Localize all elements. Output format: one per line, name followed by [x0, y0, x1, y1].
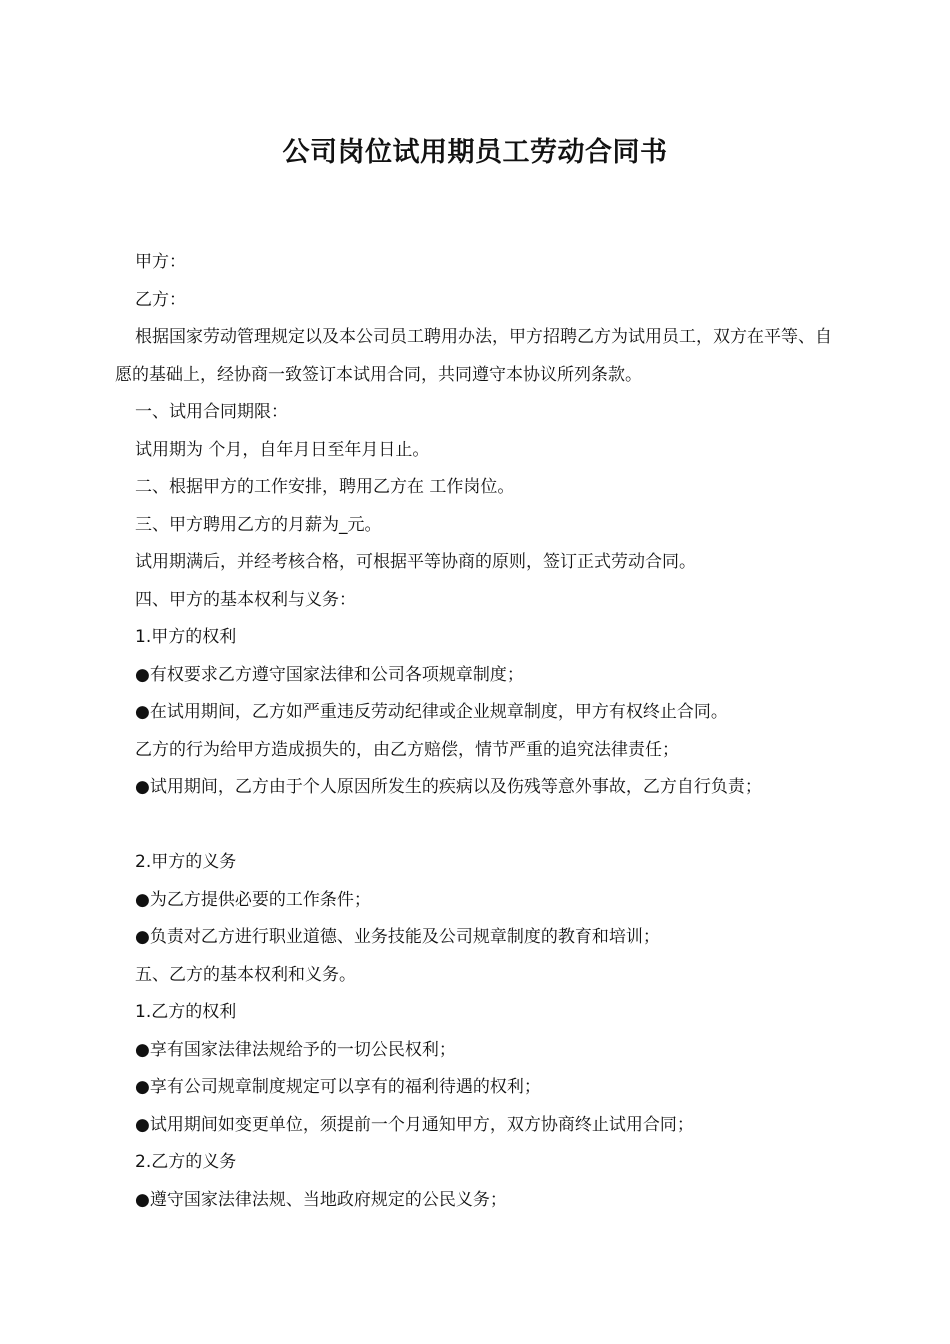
party-b-line: 乙方： [135, 289, 186, 310]
party-a-right-1: ●有权要求乙方遵守国家法律和公司各项规章制度； [135, 664, 524, 685]
section-1-text: 试用期为 个月，自年月日至年月日止。 [135, 439, 430, 460]
document-body [115, 244, 840, 1219]
party-a-right-2: ●在试用期间，乙方如严重违反劳动纪律或企业规章制度，甲方有权终止合同。 [135, 702, 728, 722]
section-3-note: 试用期满后，并经考核合格，可根据平等协商的原则，签订正式劳动合同。 [135, 552, 696, 572]
section-1-heading: 一、试用合同期限： [135, 402, 288, 422]
section-4-heading: 四、甲方的基本权利与义务： [135, 589, 356, 610]
party-b-right-1: ●享有国家法律法规给予的一切公民权利； [135, 1039, 456, 1060]
section-5-heading: 五、乙方的基本权利和义务。 [135, 964, 356, 985]
intro-paragraph: 根据国家劳动管理规定以及本公司员工聘用办法，甲方招聘乙方为试用员工，双方在平等、自愿的基础上，经协商一致签订本试用合同，共同遵守本协议所列条款。 [115, 327, 832, 385]
party-b-duty-1: ●遵守国家法律法规、当地政府规定的公民义务； [135, 1189, 507, 1210]
section-3-text: 三、甲方聘用乙方的月薪为_元。 [135, 514, 382, 535]
party-a-duty-1: ●为乙方提供必要的工作条件； [135, 889, 371, 910]
party-b-right-2: ●享有公司规章制度规定可以享有的福利待遇的权利； [135, 1077, 541, 1097]
party-a-rights-heading: 1.甲方的权利 [135, 627, 237, 647]
section-2-text: 二、根据甲方的工作安排，聘用乙方在 工作岗位。 [135, 477, 515, 497]
party-b-rights-heading: 1.乙方的权利 [135, 1002, 237, 1022]
party-a-duty-2: ●负责对乙方进行职业道德、业务技能及公司规章制度的教育和培训； [135, 927, 660, 947]
party-a-right-2-continued: 乙方的行为给甲方造成损失的，由乙方赔偿，情节严重的追究法律责任； [135, 739, 679, 760]
party-a-duties-heading: 2.甲方的义务 [135, 852, 237, 872]
party-b-duties-heading: 2.乙方的义务 [135, 1152, 237, 1172]
party-b-right-3: ●试用期间如变更单位，须提前一个月通知甲方，双方协商终止试用合同； [135, 1114, 694, 1135]
party-a-line: 甲方： [135, 252, 186, 272]
document-title: 公司岗位试用期员工劳动合同书 [282, 137, 668, 168]
blank-line [115, 807, 840, 845]
party-a-right-3: ●试用期间，乙方由于个人原因所发生的疾病以及伤残等意外事故，乙方自行负责； [135, 777, 762, 797]
